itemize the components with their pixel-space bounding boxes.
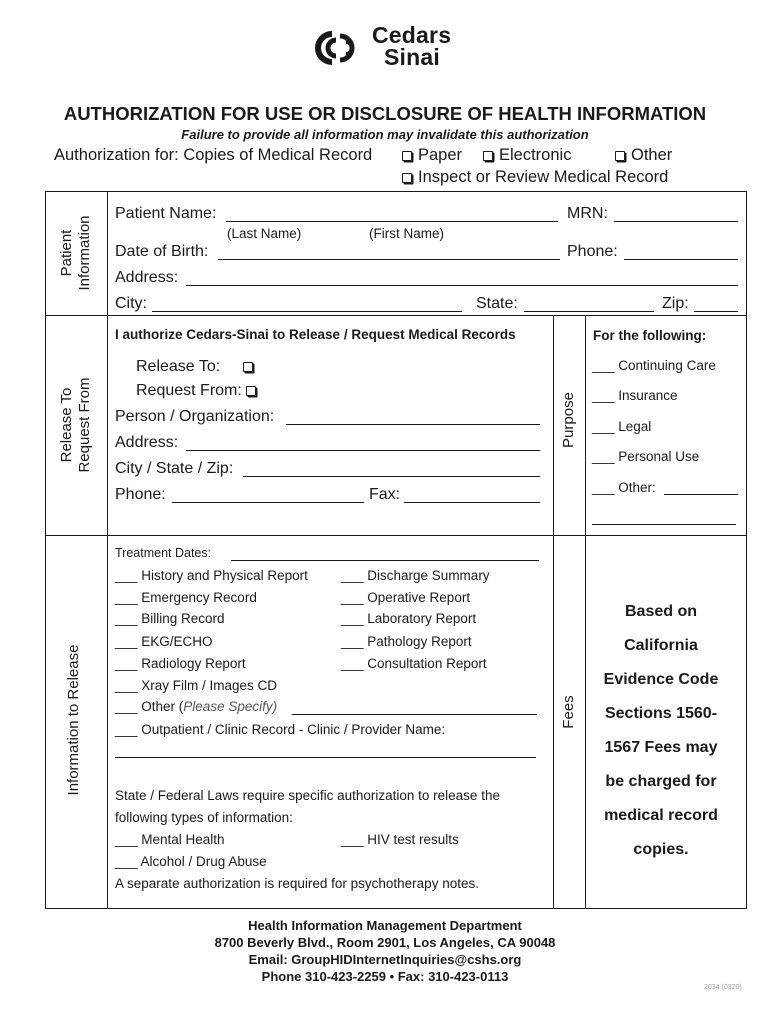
cedars-sinai-logo-icon bbox=[310, 26, 370, 70]
option-paper[interactable]: Paper bbox=[402, 146, 462, 165]
info-item[interactable]: ___ Laboratory Report bbox=[341, 611, 477, 626]
release-csz-label: City / State / Zip: bbox=[115, 460, 234, 477]
info-item[interactable]: ___ History and Physical Report bbox=[115, 568, 308, 583]
mrn-label: MRN: bbox=[567, 205, 608, 222]
footer-phone-fax: Phone 310-423-2259 • Fax: 310-423-0113 bbox=[261, 969, 509, 984]
patient-phone-label: Phone: bbox=[567, 243, 618, 260]
mrn-field[interactable] bbox=[614, 221, 738, 222]
release-phone-field[interactable] bbox=[172, 502, 364, 503]
patient-name-label: Patient Name: bbox=[115, 205, 217, 222]
fees-side-label: Fees bbox=[560, 695, 577, 729]
release-fax-label: Fax: bbox=[369, 486, 401, 503]
option-electronic[interactable]: Electronic bbox=[483, 146, 571, 165]
dob-field[interactable] bbox=[218, 259, 560, 260]
release-to-option[interactable]: Release To: bbox=[136, 358, 259, 376]
release-heading: I authorize Cedars-Sinai to Release / Request Medical Records bbox=[115, 327, 516, 342]
first-name-hint: (First Name) bbox=[369, 226, 444, 241]
last-name-hint: (Last Name) bbox=[227, 226, 302, 241]
purpose-other-field-2[interactable] bbox=[592, 524, 736, 525]
patient-city-field[interactable] bbox=[152, 311, 462, 312]
info-item[interactable]: ___ Mental Health bbox=[115, 832, 225, 847]
column-divider bbox=[553, 315, 554, 909]
release-csz-field[interactable] bbox=[243, 476, 540, 477]
patient-zip-field[interactable] bbox=[694, 311, 738, 312]
release-fax-field[interactable] bbox=[404, 502, 540, 503]
patient-zip-label: Zip: bbox=[662, 295, 689, 312]
purpose-item[interactable]: ___ Personal Use bbox=[592, 449, 700, 464]
person-org-label: Person / Organization: bbox=[115, 408, 275, 425]
patient-city-label: City: bbox=[115, 295, 147, 312]
purpose-side-label: Purpose bbox=[560, 392, 577, 448]
purpose-item[interactable]: ___ Continuing Care bbox=[592, 358, 716, 373]
info-item-outpatient[interactable]: ___ Outpatient / Clinic Record - Clinic / Provider Name: bbox=[115, 722, 446, 737]
info-item[interactable]: ___ Emergency Record bbox=[115, 590, 257, 605]
info-item[interactable]: ___ EKG/ECHO bbox=[115, 634, 213, 649]
info-item[interactable]: ___ Xray Film / Images CD bbox=[115, 678, 278, 693]
provider-name-field[interactable] bbox=[115, 757, 536, 758]
laws-text: following types of information: bbox=[115, 810, 293, 825]
form-code: 2034 (0320) bbox=[704, 984, 742, 991]
release-phone-label: Phone: bbox=[115, 486, 166, 503]
fees-text: Based on California Evidence Code Sections 1560- 1567 Fees may be charged for medical record copies. bbox=[603, 603, 719, 858]
option-inspect[interactable]: Inspect or Review Medical Record bbox=[402, 168, 668, 187]
info-item[interactable]: ___ HIV test results bbox=[341, 832, 459, 847]
side-divider bbox=[107, 191, 108, 909]
checkbox[interactable] bbox=[402, 151, 412, 161]
checkbox[interactable] bbox=[615, 151, 625, 161]
purpose-item[interactable]: ___ Other: bbox=[592, 480, 656, 495]
form-subtitle: Failure to provide all information may invalidate this authorization bbox=[181, 127, 589, 142]
checkbox[interactable] bbox=[483, 151, 493, 161]
info-item-other[interactable]: ___ Other (Please Specify) bbox=[115, 699, 278, 714]
treatment-dates-field[interactable] bbox=[231, 560, 539, 561]
footer-dept: Health Information Management Department bbox=[248, 918, 522, 933]
info-item[interactable]: ___ Alcohol / Drug Abuse bbox=[115, 854, 267, 869]
info-item[interactable]: ___ Billing Record bbox=[115, 611, 225, 626]
person-org-field[interactable] bbox=[286, 424, 540, 425]
checkbox[interactable] bbox=[402, 173, 412, 183]
release-side-label: Release To Request From bbox=[58, 377, 93, 473]
checkbox[interactable] bbox=[243, 362, 253, 372]
purpose-other-field[interactable] bbox=[664, 494, 738, 495]
footer-address: 8700 Beverly Blvd., Room 2901, Los Angeles, CA 90048 bbox=[214, 935, 556, 950]
release-address-label: Address: bbox=[115, 434, 179, 451]
dob-label: Date of Birth: bbox=[115, 243, 209, 260]
purpose-heading: For the following: bbox=[593, 328, 707, 343]
info-item[interactable]: ___ Discharge Summary bbox=[341, 568, 490, 583]
patient-phone-field[interactable] bbox=[624, 259, 738, 260]
info-item[interactable]: ___ Radiology Report bbox=[115, 656, 246, 671]
logo-text: Cedars Sinai bbox=[372, 22, 452, 70]
patient-address-field[interactable] bbox=[186, 285, 738, 286]
patient-state-label: State: bbox=[476, 295, 518, 312]
patient-address-label: Address: bbox=[115, 269, 179, 286]
info-item[interactable]: ___ Operative Report bbox=[341, 590, 471, 605]
request-from-option[interactable]: Request From: bbox=[136, 382, 262, 400]
info-item[interactable]: ___ Pathology Report bbox=[341, 634, 472, 649]
patient-info-side-label: Patient Information bbox=[58, 215, 93, 291]
psychotherapy-note: A separate authorization is required for psychotherapy notes. bbox=[115, 876, 479, 891]
section-divider bbox=[45, 315, 747, 316]
option-other[interactable]: Other bbox=[615, 146, 672, 165]
authorization-label: Authorization for: Copies of Medical Record bbox=[54, 146, 373, 164]
checkbox[interactable] bbox=[246, 386, 256, 396]
release-address-field[interactable] bbox=[186, 450, 540, 451]
footer-email: Email: GroupHIDInternetInquiries@cshs.org bbox=[248, 952, 522, 967]
patient-name-field[interactable] bbox=[226, 221, 558, 222]
section-divider bbox=[45, 535, 747, 536]
treatment-dates-label: Treatment Dates: bbox=[115, 546, 212, 560]
purpose-item[interactable]: ___ Legal bbox=[592, 419, 652, 434]
laws-text: State / Federal Laws require specific authorization to release the bbox=[115, 788, 500, 803]
info-release-side-label: Information to Release bbox=[65, 644, 82, 796]
info-item[interactable]: ___ Consultation Report bbox=[341, 656, 487, 671]
other-specify-field[interactable] bbox=[292, 714, 537, 715]
purpose-item[interactable]: ___ Insurance bbox=[592, 388, 678, 403]
form-title: AUTHORIZATION FOR USE OR DISCLOSURE OF HEALTH INFORMATION bbox=[63, 103, 707, 124]
patient-state-field[interactable] bbox=[524, 311, 654, 312]
